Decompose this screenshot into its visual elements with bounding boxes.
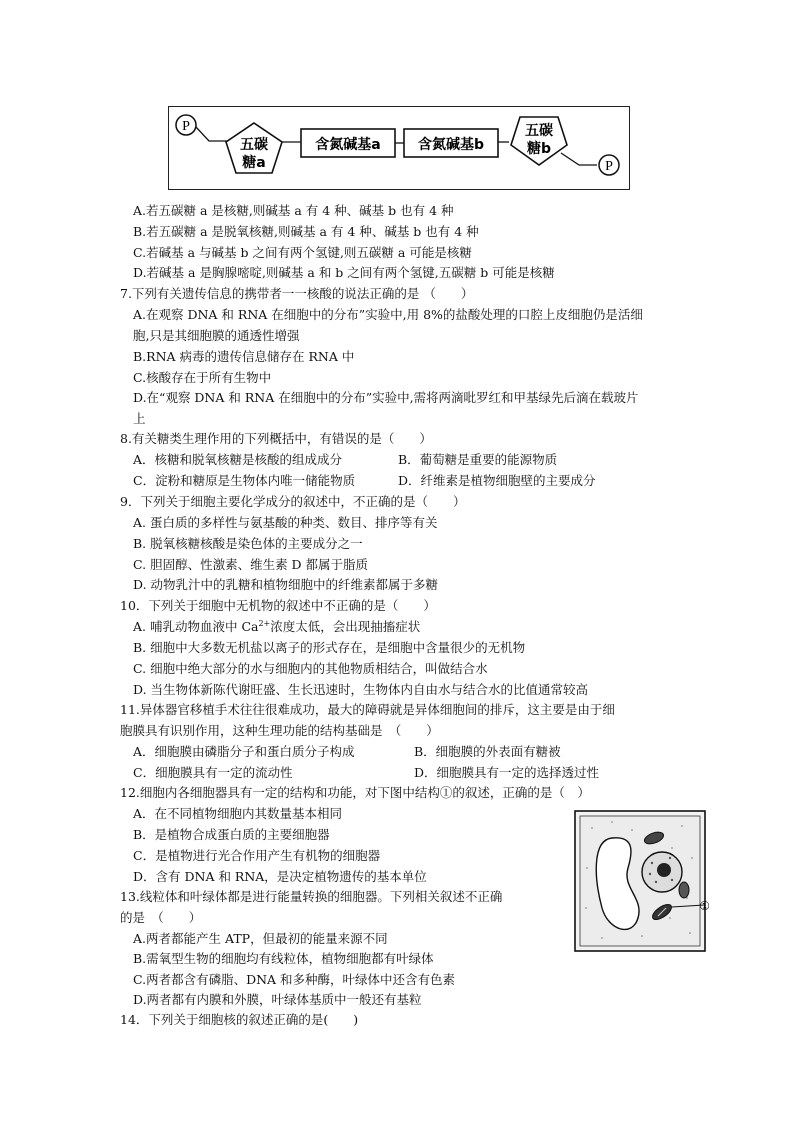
q6-option-d: D.若碱基 a 是胸腺嘧啶,则碱基 a 和 b 之间有两个氢键,五碳糖 b 可能是核糖 — [133, 265, 555, 280]
q10-option-a-pre: A. 哺乳动物血液中 Ca — [133, 619, 259, 634]
q12-option-c: C．是植物进行光合作用产生有机物的细胞器 — [133, 848, 381, 863]
q10-option-a — [133, 619, 420, 635]
q7-option-a-line2: 胞,只是其细胞膜的通透性增强 — [133, 328, 300, 343]
q10-option-a-sup: 2+ — [258, 618, 271, 628]
q12-stem: 12.细胞内各细胞器具有一定的结构和功能，对下图中结构①的叙述，正确的是（ ） — [120, 785, 590, 800]
q7-option-d-line1: D.在“观察 DNA 和 RNA 在细胞中的分布”实验中,需将两滴吡罗红和甲基绿先后滴在载玻片 — [133, 390, 639, 405]
q12-option-d: D．含有 DNA 和 RNA，是决定植物遗传的基本单位 — [133, 869, 427, 884]
structure-1-label: ① — [699, 899, 710, 913]
q9-option-c: C. 胆固醇、性激素、维生素 D 都属于脂质 — [133, 557, 369, 572]
sugar-a-label-2: 糖a — [242, 155, 266, 171]
q13-stem-line2: 的是 （ ） — [120, 910, 202, 925]
q7-option-d-line2: 上 — [133, 411, 146, 426]
nucleotide-diagram-svg — [169, 107, 631, 191]
q10-option-b: B. 细胞中大多数无机盐以离子的形式存在，是细胞中含量很少的无机物 — [133, 640, 526, 655]
q7-option-c: C.核酸存在于所有生物中 — [133, 370, 272, 385]
plant-cell-figure — [572, 808, 712, 954]
q11-option-a: A．细胞膜由磷脂分子和蛋白质分子构成 — [133, 744, 355, 759]
q10-stem: 10．下列关于细胞中无机物的叙述中不正确的是（ ） — [120, 598, 436, 613]
chloroplast-2 — [679, 882, 689, 898]
nucleotide-diagram — [168, 106, 630, 190]
q9-option-d: D. 动物乳汁中的乳糖和植物细胞中的纤维素都属于多糖 — [133, 577, 439, 592]
q10-option-c: C. 细胞中绝大部分的水与细胞内的其他物质相结合，叫做结合水 — [133, 661, 488, 676]
q11-option-c: C．细胞膜具有一定的流动性 — [133, 765, 293, 780]
base-b-label: 含氮碱基b — [417, 137, 485, 153]
bond-sugar-b-p — [561, 153, 597, 165]
q7-option-a-line1: A.在观察 DNA 和 RNA 在细胞中的分布”实验中,用 8%的盐酸处理的口腔上皮细胞仍是活细 — [133, 307, 643, 322]
q8-option-a: A．核糖和脱氧核糖是核酸的组成成分 — [133, 452, 343, 467]
base-a-label: 含氮碱基a — [315, 137, 381, 153]
q11-stem-line2: 胞膜具有识别作用，这种生理功能的结构基础是 （ ） — [120, 723, 439, 738]
q11-stem-line1: 11.异体器官移植手术往往很难成功，最大的障碍就是异体细胞间的排斥，这主要是由于细 — [120, 702, 615, 717]
q8-stem: 8.有关糖类生理作用的下列概括中，有错误的是（ ） — [120, 431, 432, 446]
q8-option-b: B．葡萄糖是重要的能源物质 — [398, 452, 558, 467]
q6-option-a: A.若五碳糖 a 是核糖,则碱基 a 有 4 种、碱基 b 也有 4 种 — [133, 203, 454, 218]
q6-option-c: C.若碱基 a 与碱基 b 之间有两个氢键,则五碳糖 a 可能是核糖 — [133, 245, 472, 260]
sugar-b-label-1: 五碳 — [525, 123, 553, 139]
q9-option-a: A. 蛋白质的多样性与氨基酸的种类、数目、排序等有关 — [133, 515, 438, 530]
q10-option-a-post: 浓度太低，会出现抽搐症状 — [270, 619, 421, 634]
plant-cell-svg — [572, 808, 712, 954]
q7-option-b: B.RNA 病毒的遗传信息储存在 RNA 中 — [133, 349, 355, 364]
q8-option-c: C．淀粉和糖原是生物体内唯一储能物质 — [133, 473, 356, 488]
q8-option-d: D．纤维素是植物细胞壁的主要成分 — [398, 473, 596, 488]
phosphate-right-label: P — [605, 159, 613, 174]
q13-option-d: D.两者都有内膜和外膜，叶绿体基质中一般还有基粒 — [133, 992, 422, 1007]
nucleolus — [657, 863, 671, 877]
q13-option-b: B.需氧型生物的细胞均有线粒体，植物细胞都有叶绿体 — [133, 951, 434, 966]
q6-option-b: B.若五碳糖 a 是脱氧核糖,则碱基 a 有 4 种、碱基 b 也有 4 种 — [133, 224, 479, 239]
sugar-a-label-1: 五碳 — [240, 137, 268, 153]
q9-stem: 9．下列关于细胞主要化学成分的叙述中，不正确的是（ ） — [120, 494, 466, 509]
q9-option-b: B. 脱氧核糖核酸是染色体的主要成分之一 — [133, 536, 363, 551]
q11-option-d: D．细胞膜具有一定的选择透过性 — [414, 765, 600, 780]
q10-option-d: D. 当生物体新陈代谢旺盛、生长迅速时，生物体内自由水与结合水的比值通常较高 — [133, 682, 589, 697]
q13-stem-line1: 13.线粒体和叶绿体都是进行能量转换的细胞器。下列相关叙述不正确 — [120, 889, 503, 904]
q12-option-b: B．是植物合成蛋白质的主要细胞器 — [133, 827, 330, 842]
q13-option-a: A.两者都能产生 ATP，但最初的能量来源不同 — [133, 931, 388, 946]
q14-stem: 14．下列关于细胞核的叙述正确的是( ) — [120, 1012, 359, 1027]
q7-stem: 7.下列有关遗传信息的携带者一一核酸的说法正确的是 （ ） — [120, 286, 474, 301]
phosphate-left-label: P — [182, 119, 190, 134]
q12-option-a: A．在不同植物细胞内其数量基本相同 — [133, 806, 343, 821]
q13-option-c: C.两者都含有磷脂、DNA 和多种酶，叶绿体中还含有色素 — [133, 972, 456, 987]
q11-option-b: B．细胞膜的外表面有糖被 — [414, 744, 561, 759]
sugar-b-label-2: 糖b — [526, 141, 552, 157]
bond-p-sugar-a — [196, 127, 231, 141]
